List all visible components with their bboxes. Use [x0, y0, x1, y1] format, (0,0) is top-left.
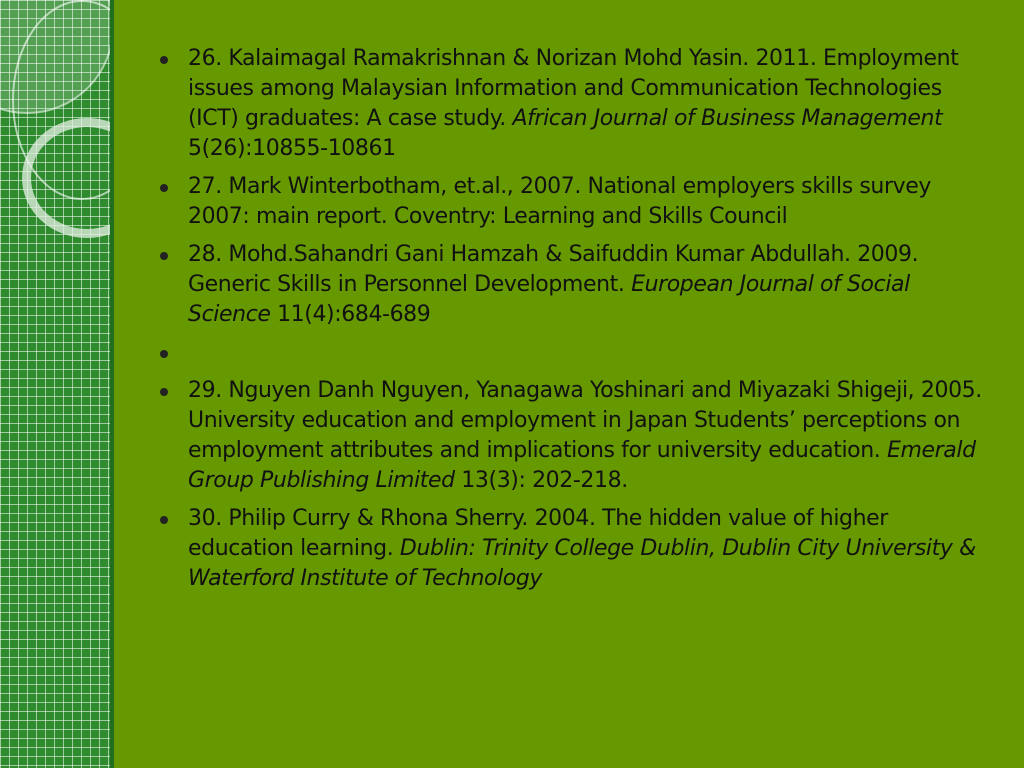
reference-item-26: [160, 44, 990, 164]
journal-title: European Journal of Social Science: [188, 272, 910, 327]
reference-text-part: 29. Nguyen Danh Nguyen, Yanagawa Yoshinari and Miyazaki Shigeji, 2005. University education and employment in Japan Students’ perceptions on employment attributes and implications for university education.: [188, 378, 982, 463]
decorative-sidebar: [0, 0, 114, 768]
bullet-icon: [160, 56, 168, 64]
reference-text-part: 26. Kalaimagal Ramakrishnan & Norizan Mohd Yasin. 2011. Employment issues among Malaysian Information and Communication Technologies (ICT) graduates: A case study.: [188, 46, 959, 131]
reference-text-part: 13(3): 202-218.: [454, 468, 628, 493]
bullet-icon: [160, 252, 168, 260]
bullet-icon: [160, 350, 168, 358]
reference-item-30: [160, 504, 990, 594]
reference-text-part: 11(4):684-689: [270, 302, 431, 327]
reference-item-28: [160, 240, 990, 330]
reference-text-part: 30. Philip Curry & Rhona Sherry. 2004. The hidden value of higher education learning.: [188, 506, 888, 561]
journal-title: Dublin: Trinity College Dublin, Dublin City University & Waterford Institute of Technology: [188, 536, 976, 591]
reference-list: [160, 44, 990, 594]
bullet-icon: [160, 516, 168, 524]
empty-bullet-item: [160, 338, 990, 368]
journal-title: African Journal of Business Management: [512, 106, 943, 131]
journal-title: Emerald Group Publishing Limited: [188, 438, 976, 493]
slide-content: [160, 44, 990, 602]
reference-text-part: 5(26):10855-10861: [188, 136, 396, 161]
reference-item-29: [160, 376, 990, 496]
sidebar-edge: [110, 0, 114, 768]
bullet-icon: [160, 184, 168, 192]
reference-item-27: [160, 172, 990, 232]
bullet-icon: [160, 388, 168, 396]
reference-text-part: 27. Mark Winterbotham, et.al., 2007. National employers skills survey 2007: main report. Coventry: Learning and Skills Council: [188, 174, 931, 229]
reference-text-part: 28. Mohd.Sahandri Gani Hamzah & Saifuddin Kumar Abdullah. 2009. Generic Skills in Personnel Development.: [188, 242, 919, 297]
